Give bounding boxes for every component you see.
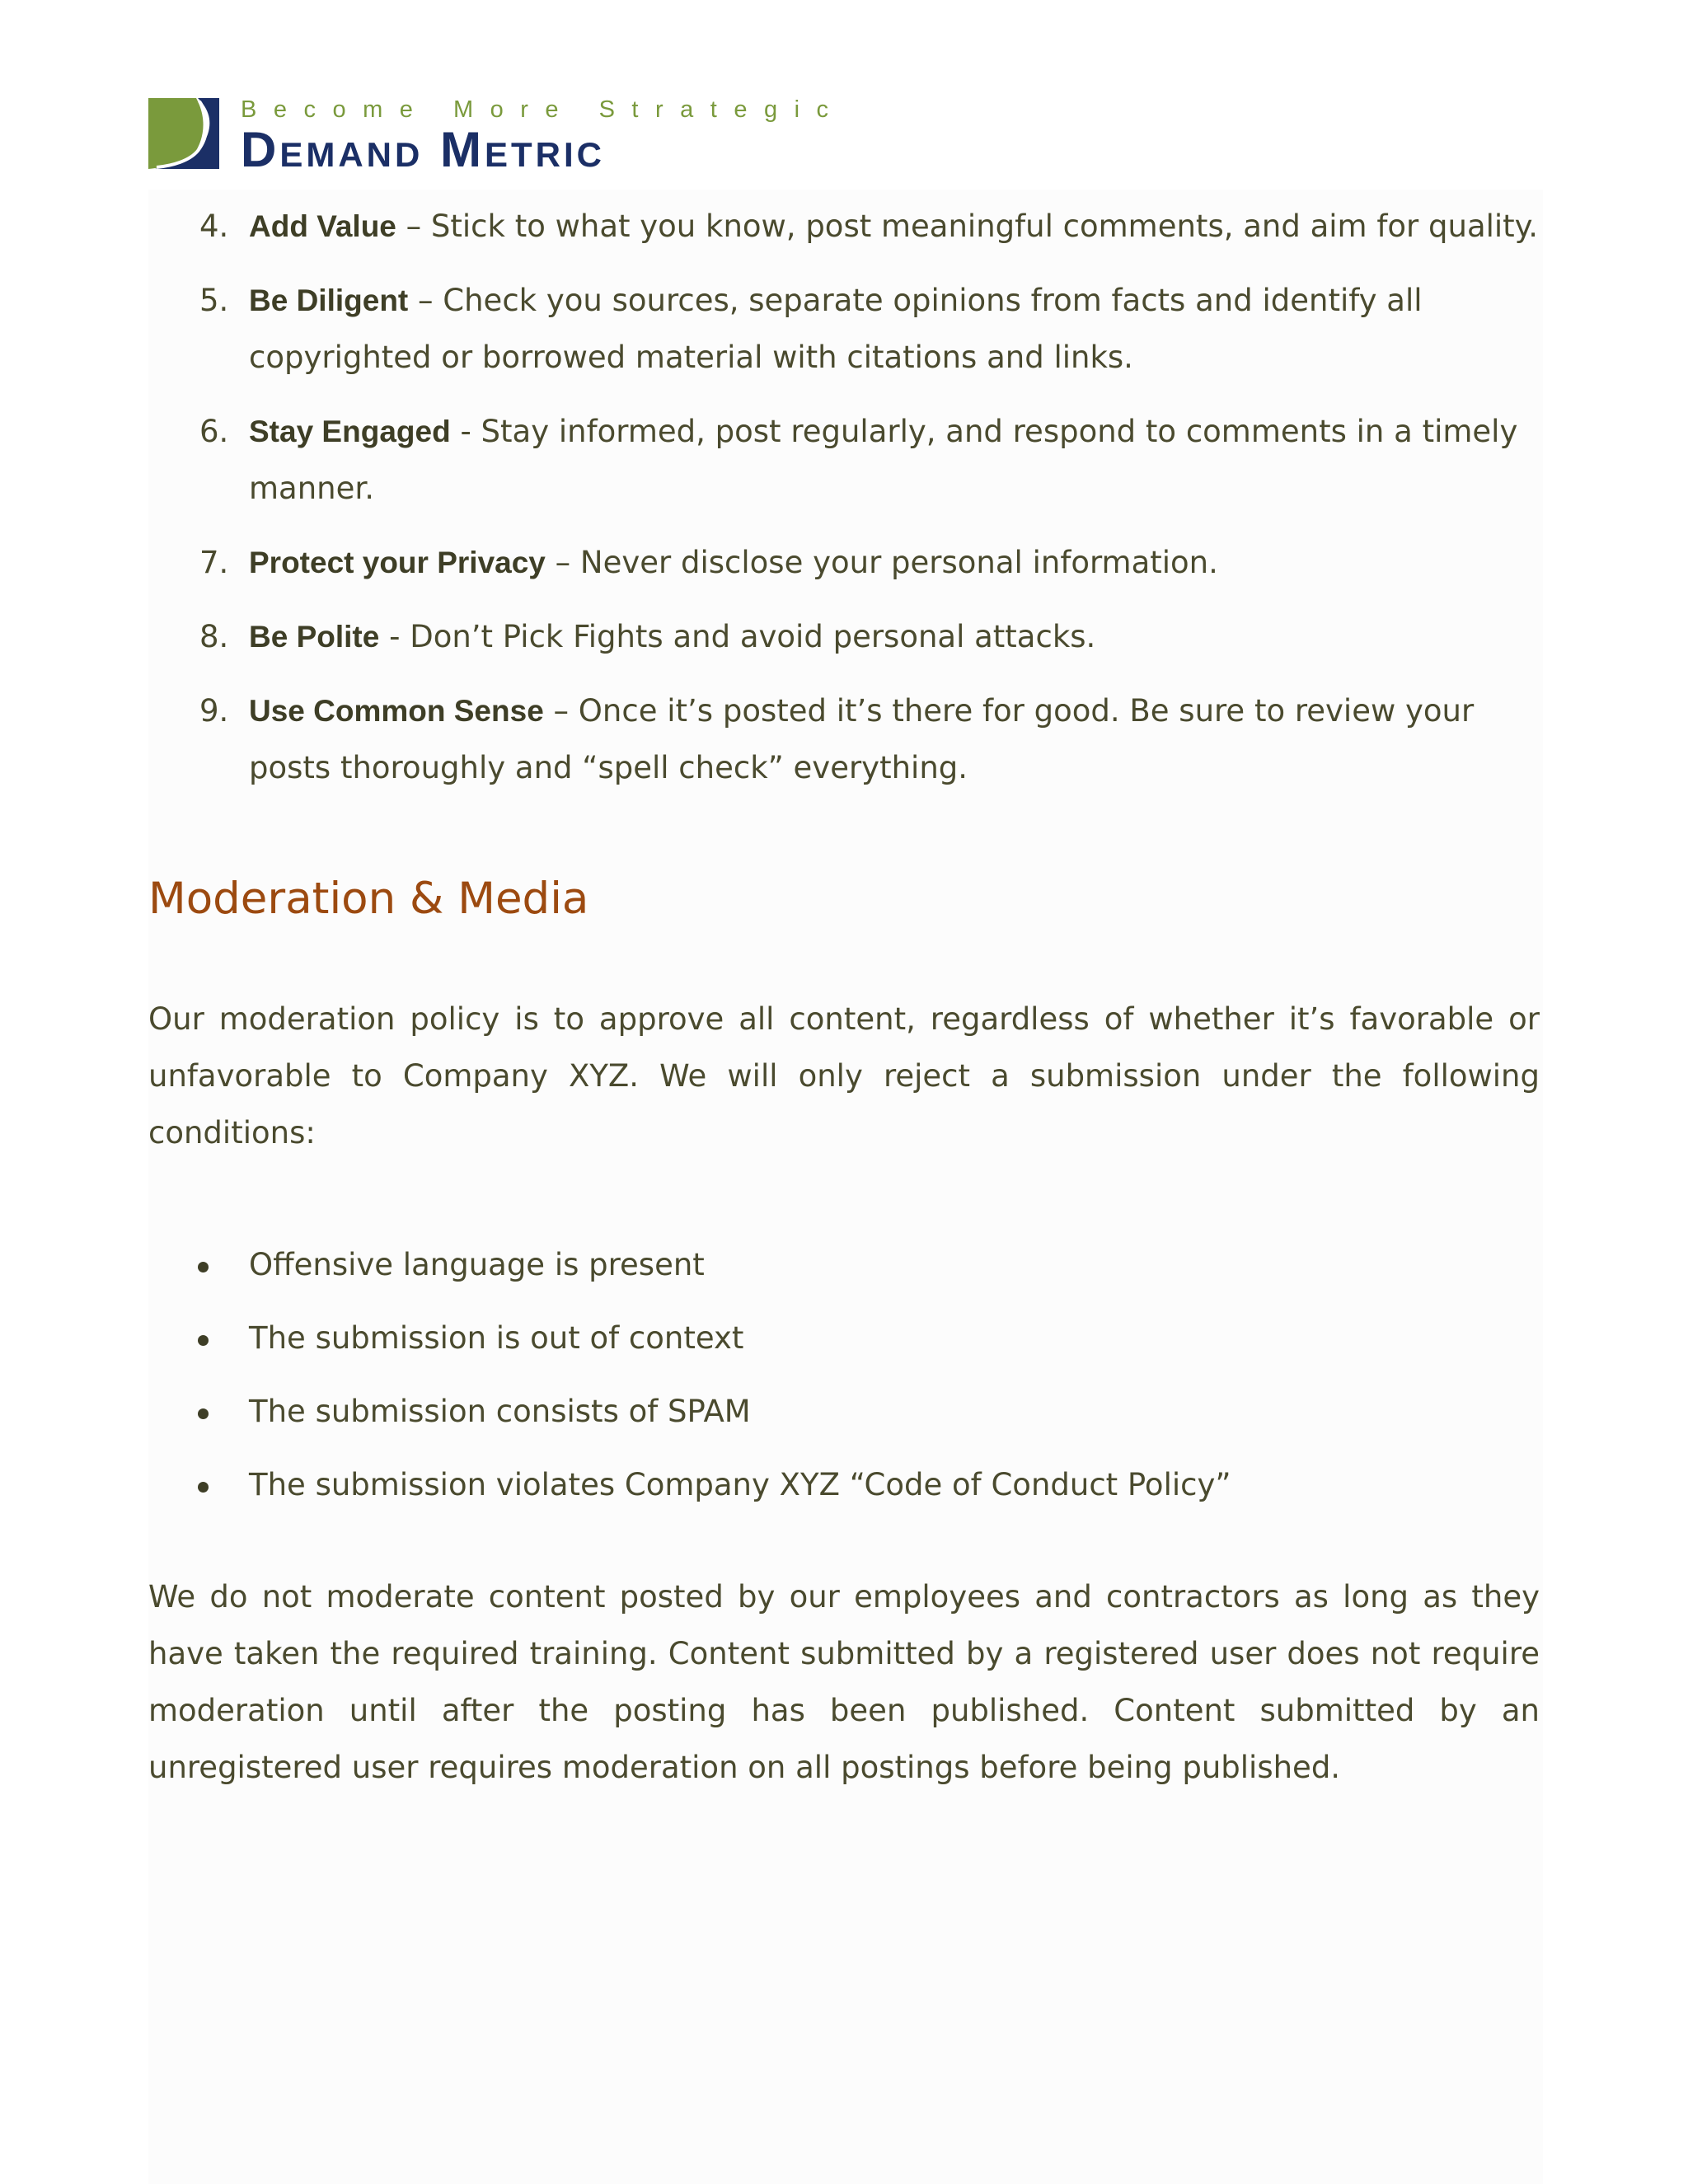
list-item-text: The submission is out of context xyxy=(249,1320,744,1356)
list-item-term: Be Polite xyxy=(249,620,380,654)
list-item-number: 9. xyxy=(199,693,229,729)
list-item xyxy=(148,272,1540,386)
list-item-text: – Stick to what you know, post meaningful comments, and aim for quality. xyxy=(396,209,1539,244)
bullet-icon xyxy=(198,1408,209,1419)
list-item-term: Use Common Sense xyxy=(249,694,544,728)
list-item xyxy=(148,682,1540,796)
list-item-text: - Don’t Pick Fights and avoid personal attacks. xyxy=(379,619,1096,654)
list-item xyxy=(148,1456,1540,1513)
list-item xyxy=(148,534,1540,591)
moderation-intro-paragraph: Our moderation policy is to approve all content, regardless of whether it’s favorable or unfavorable to Company XYZ. We will only reject a submission under the following conditions: xyxy=(148,1001,1540,1151)
logo-tagline: Become More Strategic xyxy=(241,96,846,123)
list-item xyxy=(148,403,1540,517)
bullet-icon xyxy=(198,1262,209,1272)
bullet-icon xyxy=(198,1335,209,1346)
list-item-text: - Stay informed, post regularly, and respond to comments in a timely manner. xyxy=(249,414,1518,506)
list-item xyxy=(148,1383,1540,1440)
list-item-text: – Check you sources, separate opinions from facts and identify all copyrighted or borrowed material with citations and links. xyxy=(249,283,1423,375)
guidelines-list xyxy=(148,198,1540,796)
list-item-text: – Once it’s posted it’s there for good. Be sure to review your posts thoroughly and “spell check” everything. xyxy=(249,693,1475,785)
list-item-term: Add Value xyxy=(249,209,396,243)
list-item-term: Protect your Privacy xyxy=(249,546,546,579)
list-item-text: Offensive language is present xyxy=(249,1247,705,1282)
logo-brand-name: Demand Metric xyxy=(241,122,605,177)
list-item-text: The submission consists of SPAM xyxy=(249,1394,751,1429)
list-item-number: 8. xyxy=(199,619,229,654)
document-body xyxy=(148,198,1540,1796)
list-item-number: 4. xyxy=(199,209,229,244)
section-heading: Moderation & Media xyxy=(148,874,589,924)
list-item-term: Be Diligent xyxy=(249,284,409,317)
list-item-text: – Never disclose your personal information. xyxy=(545,545,1218,580)
list-item-text: The submission violates Company XYZ “Code of Conduct Policy” xyxy=(249,1467,1231,1502)
list-item-number: 6. xyxy=(199,414,229,449)
rejection-conditions-list xyxy=(148,1236,1540,1513)
list-item xyxy=(148,608,1540,665)
list-item xyxy=(148,1236,1540,1293)
list-item-number: 5. xyxy=(199,283,229,318)
moderation-closing-paragraph: We do not moderate content posted by our employees and contractors as long as they have taken the required training. Content submitted by a registered user does not require moderation until after the posting has been published. Content submitted by an unregistered user requires moderation on all postings before being published. xyxy=(148,1579,1540,1785)
list-item xyxy=(148,198,1540,255)
logo-mark-icon xyxy=(148,98,219,169)
demand-metric-logo xyxy=(148,96,846,177)
list-item-term: Stay Engaged xyxy=(249,415,451,448)
list-item xyxy=(148,1310,1540,1366)
bullet-icon xyxy=(198,1482,209,1493)
list-item-number: 7. xyxy=(199,545,229,580)
